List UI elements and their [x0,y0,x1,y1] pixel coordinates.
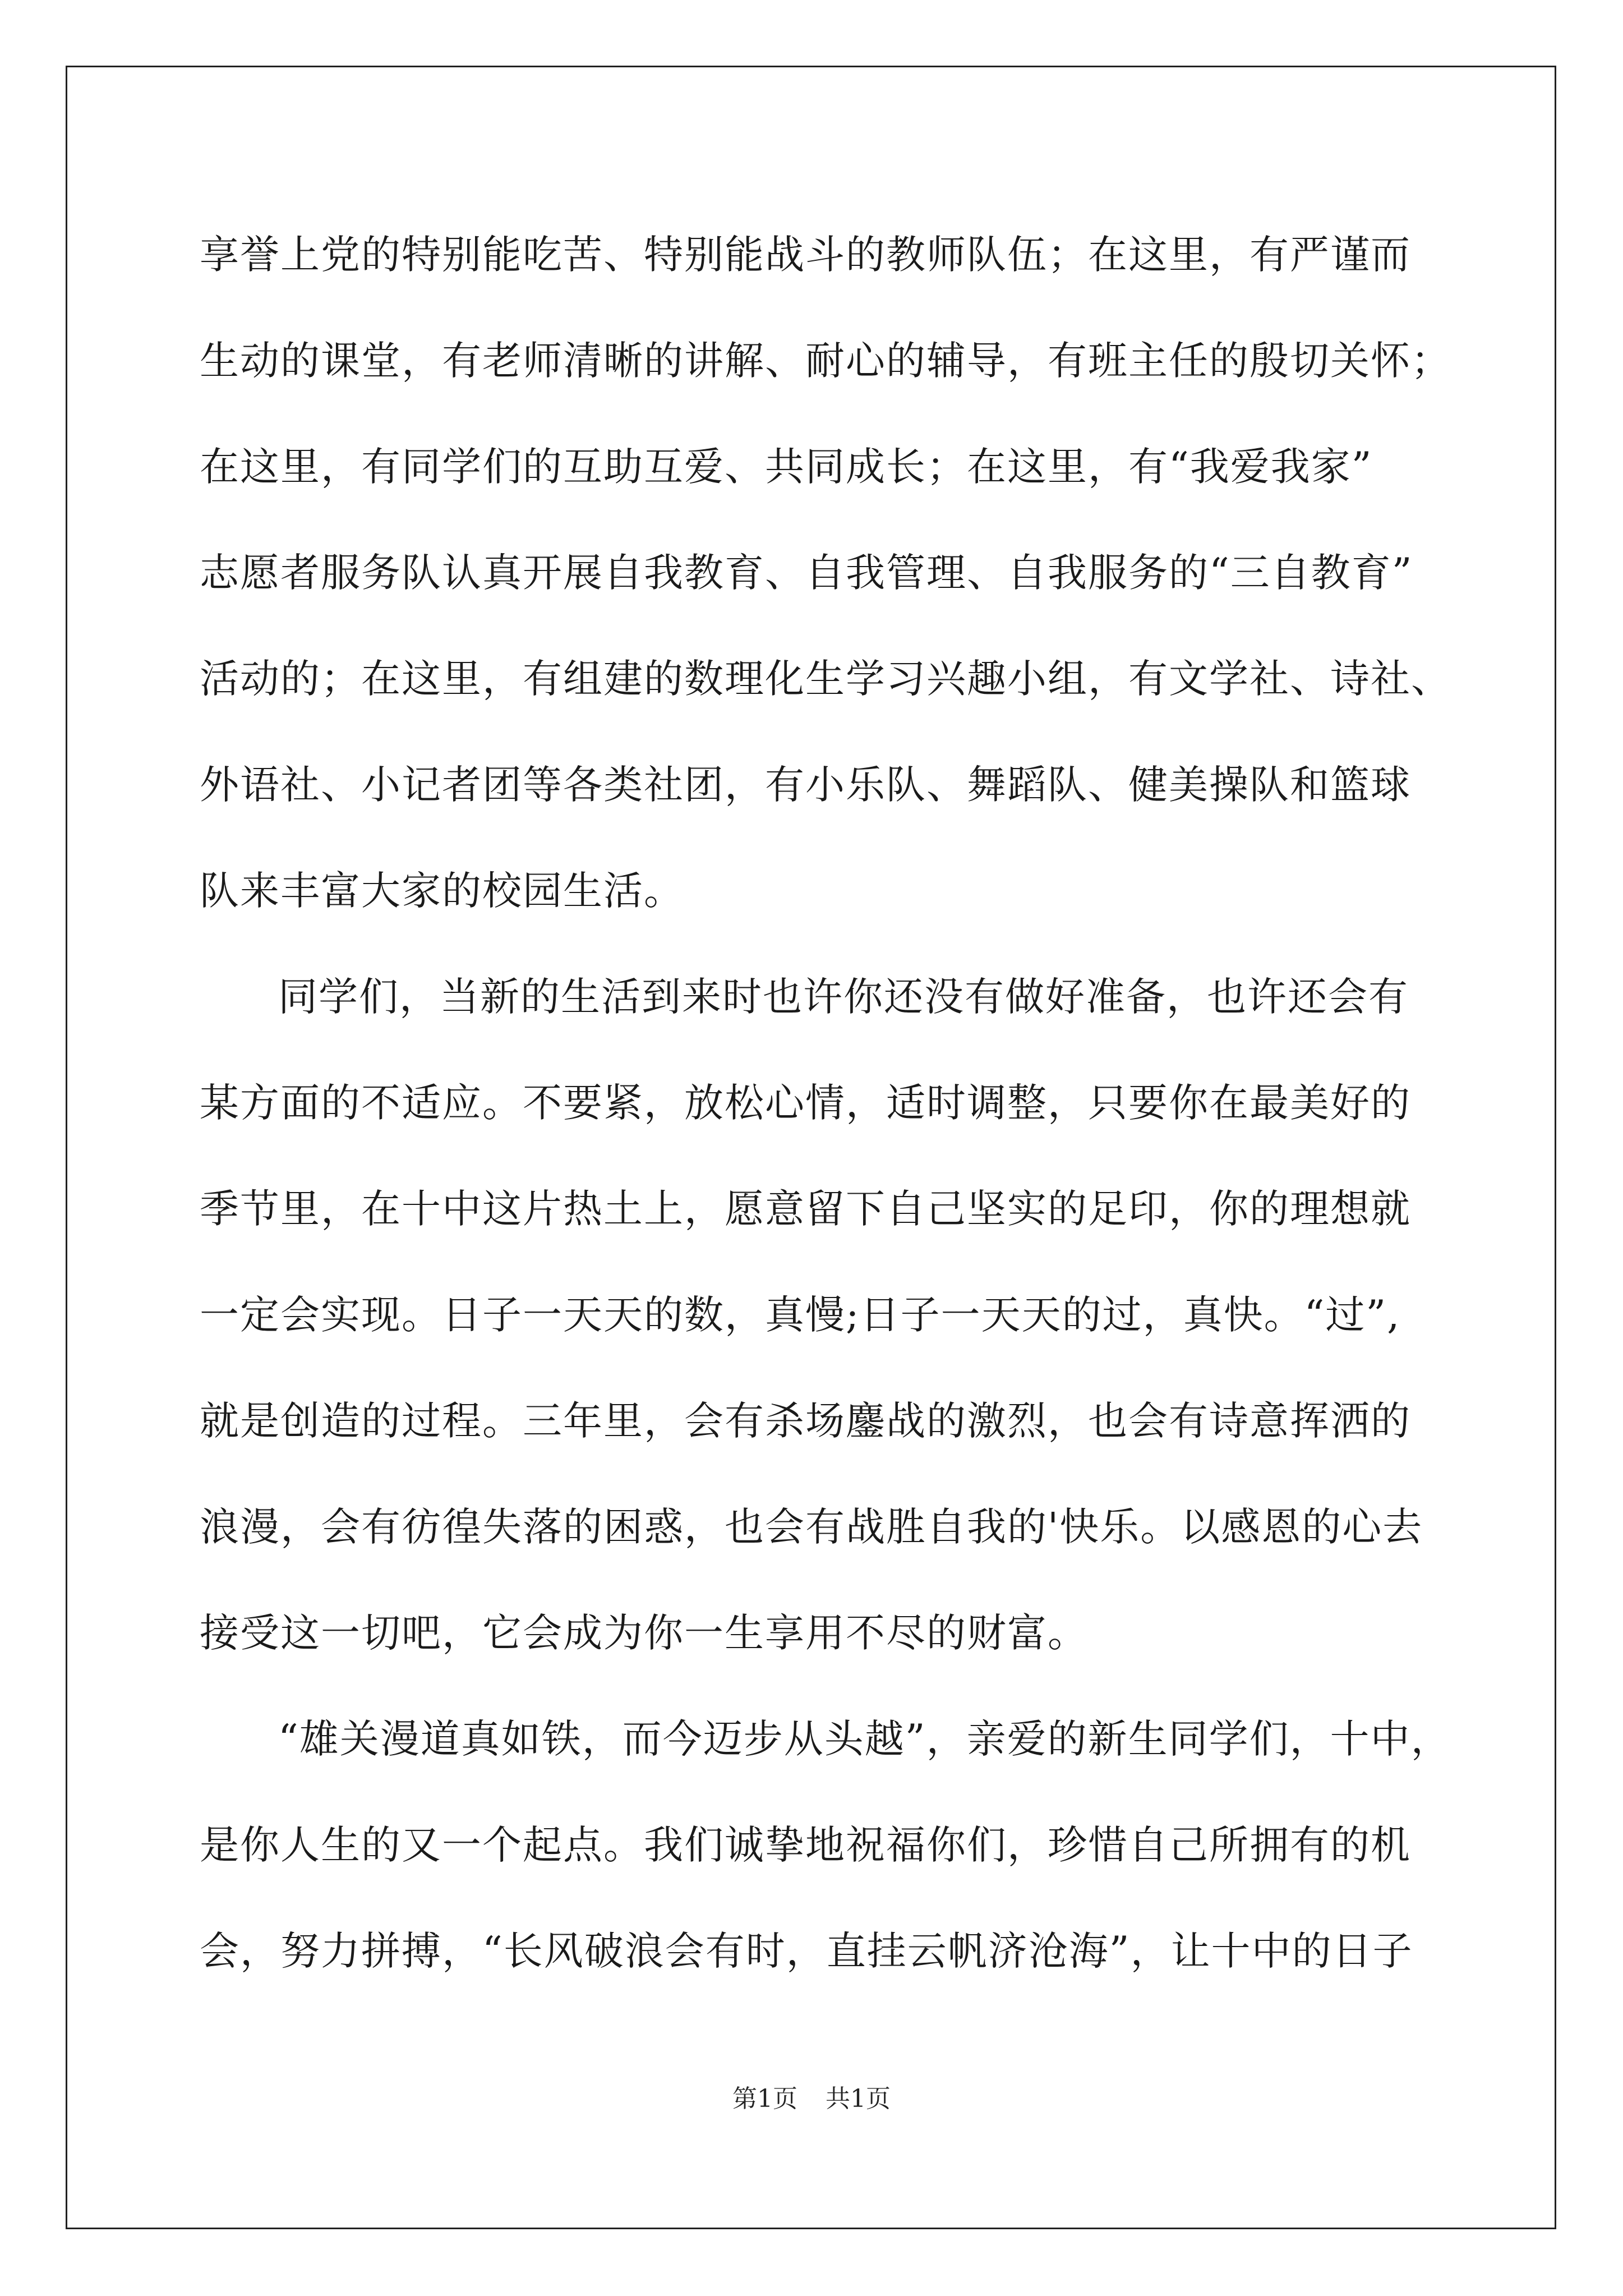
text-line: 生动的课堂，有老师清晰的讲解、耐心的辅导，有班主任的殷切关怀； [200,338,1451,384]
text-line: 就是创造的过程。三年里，会有杀场鏖战的激烈，也会有诗意挥洒的 [200,1398,1411,1444]
text-line: 浪漫，会有彷徨失落的困惑，也会有战胜自我的'快乐。以感恩的心去 [200,1504,1423,1550]
text-line: 在这里，有同学们的互助互爱、共同成长；在这里，有“我爱我家” [200,444,1373,490]
text-line: 季节里，在十中这片热土上，愿意留下自己坚实的足印，你的理想就 [200,1186,1411,1232]
text-line: 某方面的不适应。不要紧，放松心情，适时调整，只要你在最美好的 [200,1080,1411,1126]
page-number: 第1页 [732,2085,797,2113]
page-total: 共1页 [826,2085,891,2113]
text-line: 享誉上党的特别能吃苦、特别能战斗的教师队伍；在这里，有严谨而 [200,232,1411,278]
text-line: 活动的；在这里，有组建的数理化生学习兴趣小组，有文学社、诗社、 [200,656,1451,702]
body-text [200,202,1473,2004]
text-line: 一定会实现。日子一天天的数，真慢;日子一天天的过，真快。“过”, [200,1292,1401,1338]
text-line: 队来丰富大家的校园生活。 [200,868,684,914]
text-line: 是你人生的又一个起点。我们诚挚地祝福你们，珍惜自己所拥有的机 [200,1822,1411,1868]
text-line: 会，努力拼搏，“长风破浪会有时，直挂云帆济沧海”，让十中的日子 [200,1928,1413,1974]
text-line: 志愿者服务队认真开展自我教育、自我管理、自我服务的“三自教育” [200,550,1413,596]
page-footer [0,2082,1623,2116]
text-line: 接受这一切吧，它会成为你一生享用不尽的财富。 [200,1610,1088,1656]
paragraph-start-line: “雄关漫道真如铁，而今迈步从头越”，亲爱的新生同学们，十中， [278,1716,1451,1762]
paragraph-start-line: 同学们，当新的生活到来时也许你还没有做好准备，也许还会有 [278,974,1409,1020]
text-line: 外语社、小记者团等各类社团，有小乐队、舞蹈队、健美操队和篮球 [200,762,1411,808]
